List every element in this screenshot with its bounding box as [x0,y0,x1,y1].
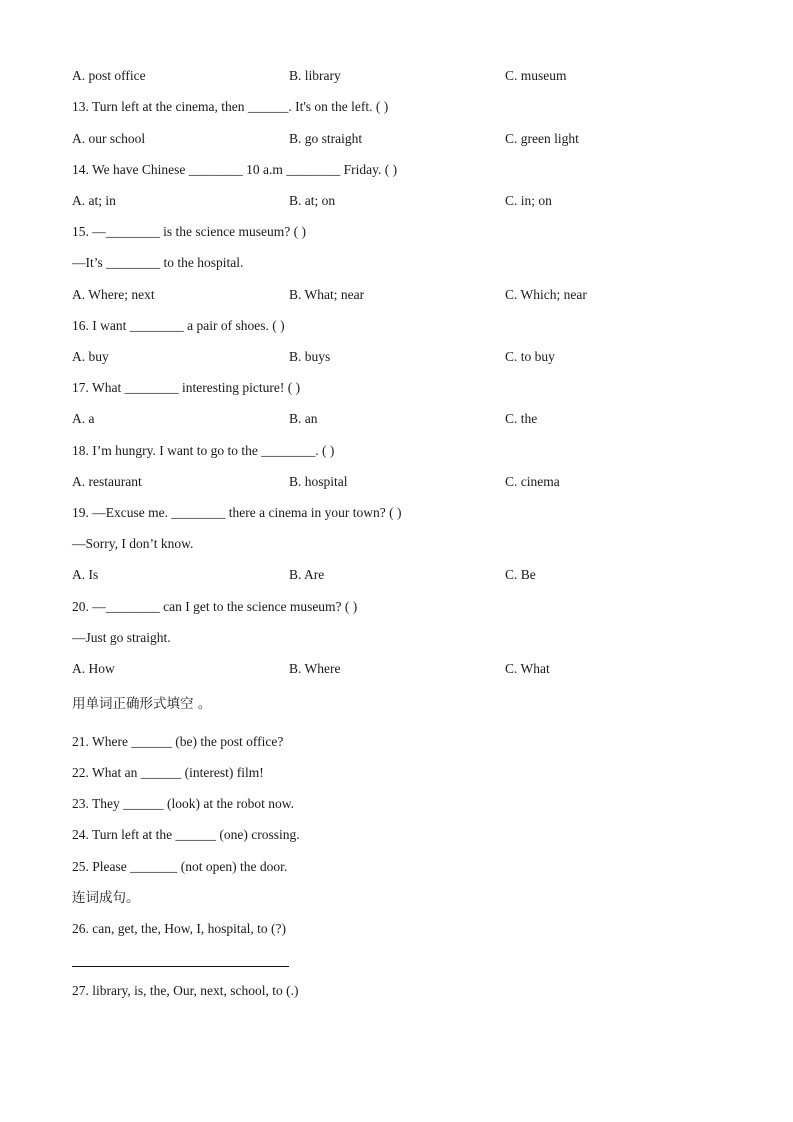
option-a: A. post office [72,68,146,83]
option-b: B. go straight [289,131,363,146]
question-19: 19. —Excuse me. ________ there a cinema in your town? ( ) [72,505,402,520]
section-title-sentence-building: 连词成句。 [72,890,140,906]
question-25: 25. Please _______ (not open) the door. [72,859,288,874]
options-q16 [72,349,732,365]
options-q13 [72,131,732,147]
option-a: A. Is [72,567,99,582]
options-q18 [72,474,732,490]
question-17: 17. What ________ interesting picture! ( ) [72,380,301,395]
section-title-word-forms: 用单词正确形式填空 。 [72,696,212,712]
option-c: C. What [505,661,550,676]
question-13: 13. Turn left at the cinema, then ______. It's on the left. ( ) [72,99,389,114]
question-23: 23. They ______ (look) at the robot now. [72,796,294,811]
option-a: A. buy [72,349,109,364]
option-a: A. at; in [72,193,116,208]
option-c: C. the [505,411,538,426]
option-a: A. a [72,411,95,426]
option-c: C. Which; near [505,287,587,302]
option-b: B. What; near [289,287,365,302]
option-b: B. buys [289,349,331,364]
option-c: C. Be [505,567,536,582]
answer-line [72,966,289,967]
option-c: C. in; on [505,193,552,208]
question-16: 16. I want ________ a pair of shoes. ( ) [72,318,285,333]
option-a: A. restaurant [72,474,142,489]
option-b: B. Where [289,661,341,676]
options-q17 [72,411,732,427]
question-20: 20. —________ can I get to the science museum? ( ) [72,599,358,614]
option-b: B. an [289,411,318,426]
question-18: 18. I’m hungry. I want to go to the ________. ( ) [72,443,335,458]
options-q15 [72,287,732,303]
options-q20 [72,661,732,677]
question-27: 27. library, is, the, Our, next, school, to (.) [72,983,299,998]
question-15: 15. —________ is the science museum? ( ) [72,224,306,239]
question-15-reply: —It’s ________ to the hospital. [72,255,244,270]
option-a: A. How [72,661,115,676]
question-21: 21. Where ______ (be) the post office? [72,734,284,749]
option-b: B. Are [289,567,325,582]
option-b: B. library [289,68,341,83]
question-20-reply: —Just go straight. [72,630,171,645]
option-a: A. Where; next [72,287,155,302]
option-c: C. to buy [505,349,555,364]
question-14: 14. We have Chinese ________ 10 a.m ________ Friday. ( ) [72,162,398,177]
options-q12 [72,68,732,84]
option-c: C. cinema [505,474,560,489]
question-26: 26. can, get, the, How, I, hospital, to (?) [72,921,286,936]
options-q19 [72,567,732,583]
option-a: A. our school [72,131,146,146]
option-b: B. hospital [289,474,348,489]
option-c: C. green light [505,131,579,146]
question-24: 24. Turn left at the ______ (one) crossing. [72,827,300,842]
options-q14 [72,193,732,209]
question-22: 22. What an ______ (interest) film! [72,765,264,780]
question-19-reply: —Sorry, I don’t know. [72,536,194,551]
option-b: B. at; on [289,193,336,208]
option-c: C. museum [505,68,567,83]
